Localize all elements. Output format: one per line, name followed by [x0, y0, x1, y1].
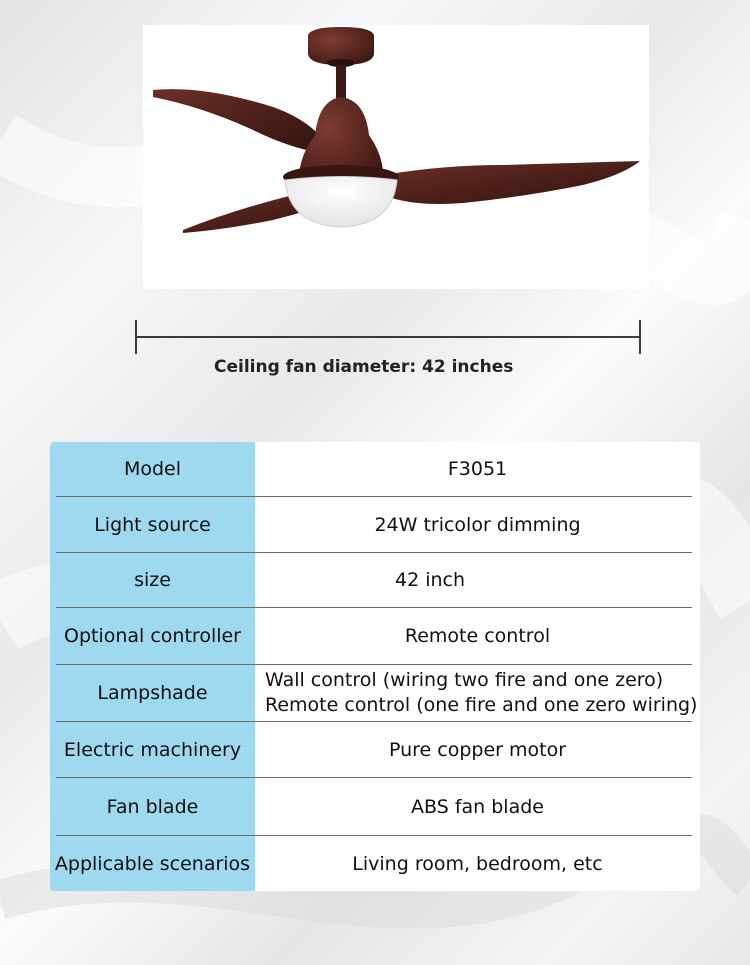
spec-row-light-source — [50, 497, 700, 552]
spec-row-optional-controller — [50, 608, 700, 664]
spec-value-line: Remote control (one fire and one zero wiring) — [265, 694, 698, 716]
diameter-caption: Ceiling fan diameter: 42 inches — [214, 357, 514, 377]
spec-label: Fan blade — [106, 795, 199, 818]
spec-row-electric-machinery — [50, 722, 700, 777]
spec-label: Optional controller — [63, 625, 241, 647]
spec-row-size — [50, 553, 700, 607]
spec-value: ABS fan blade — [411, 795, 544, 818]
spec-table — [50, 442, 700, 891]
spec-label: Applicable scenarios — [54, 852, 251, 875]
spec-label: Model — [123, 458, 182, 480]
spec-row-applicable-scenarios — [50, 836, 700, 891]
spec-value: Remote control — [404, 625, 551, 647]
spec-row-lampshade — [50, 665, 700, 721]
spec-label: Light source — [94, 513, 211, 536]
spec-value — [255, 668, 700, 718]
dimension-line-icon — [135, 320, 641, 354]
spec-label: Lampshade — [97, 682, 208, 704]
spec-value: 42 inch — [395, 569, 466, 591]
spec-value: F3051 — [447, 458, 508, 480]
spec-row-fan-blade — [50, 778, 700, 835]
spec-value-line: Wall control (wiring two fire and one zero) — [265, 669, 664, 691]
spec-value: Living room, bedroom, etc — [352, 852, 603, 875]
spec-value: 24W tricolor dimming — [374, 513, 581, 536]
spec-row-model — [50, 442, 700, 496]
spec-value: Pure copper motor — [388, 738, 567, 761]
spec-label: Electric machinery — [63, 738, 242, 761]
spec-label: size — [134, 569, 171, 591]
ceiling-fan-image — [143, 25, 649, 289]
